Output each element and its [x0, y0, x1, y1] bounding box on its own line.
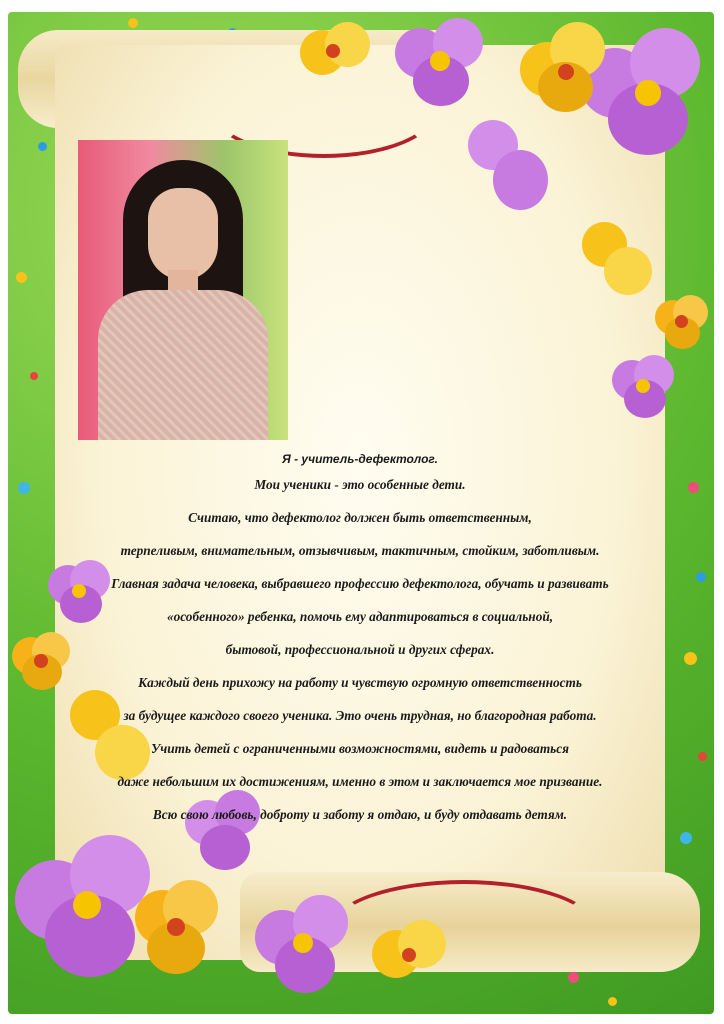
essay-line: терпеливым, внимательным, отзывчивым, тактичным, стойким, заботливым.: [120, 543, 600, 558]
essay-line: бытовой, профессиональной и других сферах.: [225, 642, 495, 657]
essay-line: Главная задача человека, выбравшего профессию дефектолога, обучать и развивать: [111, 576, 609, 591]
essay-line: Считаю, что дефектолог должен быть ответственным,: [188, 510, 532, 525]
pansy-yellow-flower: [582, 222, 652, 297]
pansy-yellow-flower: [300, 22, 370, 82]
teacher-photo: [78, 140, 288, 440]
pansy-violet-flower: [15, 835, 155, 980]
pansy-violet-flower: [468, 120, 548, 210]
essay-text-block: [60, 452, 660, 841]
essay-line: «особенного» ребенка, помочь ему адаптироваться в социальной,: [166, 609, 554, 624]
pansy-yellow-flower: [372, 920, 447, 990]
essay-heading: Я - учитель-дефектолог.: [282, 452, 438, 466]
essay-line: Всю свою любовь, доброту и заботу я отдаю, и буду отдавать детям.: [152, 807, 568, 822]
essay-line: Мои ученики - это особенные дети.: [254, 477, 466, 492]
pansy-orange-flower: [135, 880, 220, 975]
pansy-violet-flower: [395, 18, 485, 108]
essay-line: Каждый день прихожу на работу и чувствую огромную ответственность: [138, 675, 582, 690]
pansy-violet-flower: [612, 355, 677, 420]
pansy-violet-flower: [255, 895, 350, 995]
pansy-orange-flower: [655, 295, 710, 350]
red-ribbon-bottom: [330, 880, 598, 978]
photo-lace-blouse: [98, 290, 268, 440]
essay-line: за будущее каждого своего ученика. Это очень трудная, но благородная работа.: [123, 708, 597, 723]
essay-line: даже небольшим их достижениям, именно в этом и заключается мое призвание.: [117, 774, 603, 789]
essay-line: Учить детей с ограниченными возможностями, видеть и радоваться: [151, 741, 569, 756]
photo-face: [148, 188, 218, 280]
pansy-yellow-flower: [520, 22, 605, 112]
